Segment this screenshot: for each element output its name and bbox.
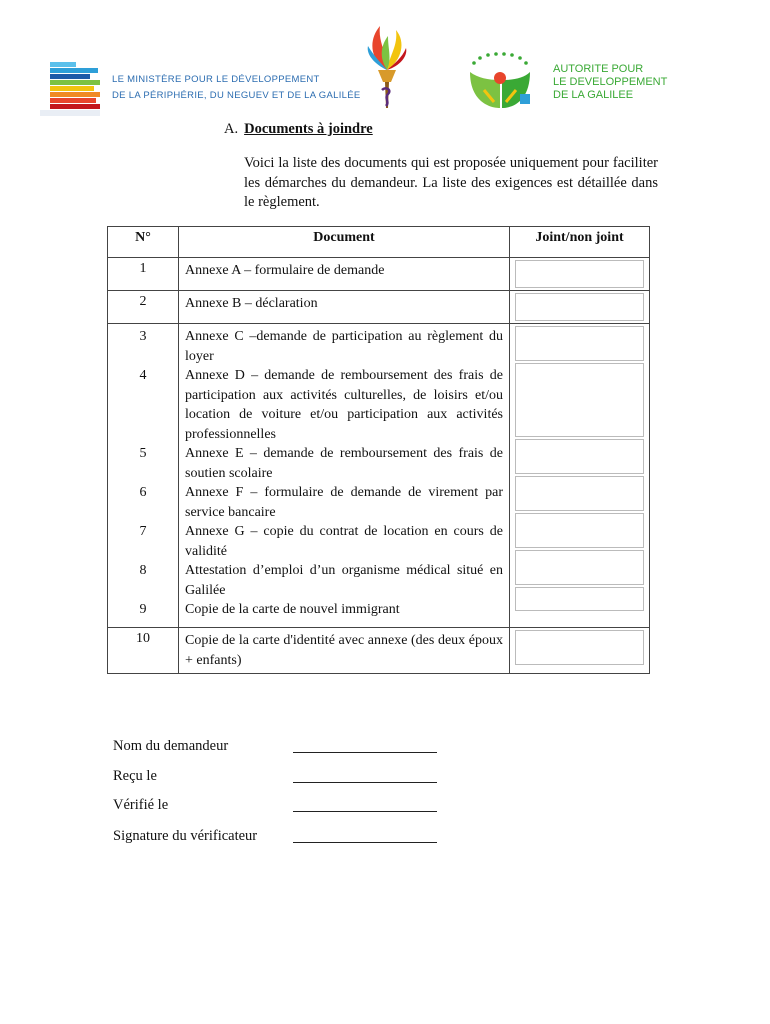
row-document: Annexe B – déclaration (179, 291, 510, 324)
verified-date-label: Vérifié le (113, 797, 169, 813)
attached-cell-group (510, 324, 650, 628)
row-document: Attestation d’emploi d’un organisme médical situé en Galilée (185, 563, 503, 598)
row-number: 8 (139, 563, 147, 578)
attached-cell[interactable] (515, 363, 644, 437)
row-number: 9 (139, 602, 147, 617)
authority-name-line3: DE LA GALILEE (553, 89, 634, 101)
attached-cell[interactable] (515, 513, 644, 548)
ministry-name-line1: LE MINISTÈRE POUR LE DÉVELOPPEMENT (112, 74, 320, 85)
row-number: 5 (139, 446, 147, 461)
authority-logo-graphic (458, 50, 540, 110)
authority-name-line1: AUTORITE POUR (553, 63, 644, 75)
authority-name (553, 63, 667, 102)
row-number: 3 (139, 329, 147, 344)
row-document-group (179, 324, 510, 628)
received-date-field[interactable] (293, 782, 437, 783)
section-heading: Documents à joindre (244, 121, 373, 137)
row-document: Copie de la carte de nouvel immigrant (185, 602, 400, 617)
section-title (224, 121, 373, 138)
documents-table (107, 226, 650, 674)
intro-paragraph: Voici la liste des documents qui est proposée uniquement pour faciliter les démarches du demandeur. La liste des exigences est détaillée dans le règlement. (244, 155, 658, 210)
ministry-logo-graphic (38, 58, 102, 118)
applicant-name-field[interactable] (293, 752, 437, 753)
authority-name-line2: LE DEVELOPPEMENT (553, 76, 668, 88)
header-attached: Joint/non joint (510, 227, 650, 258)
attached-cell[interactable] (510, 258, 650, 291)
verifier-signature-label: Signature du vérificateur (113, 828, 258, 844)
ministry-logo (38, 58, 102, 118)
attached-cell[interactable] (515, 326, 644, 361)
verified-date-field[interactable] (293, 811, 437, 812)
table-row (108, 258, 650, 291)
table-row (108, 324, 650, 628)
received-date-label: Reçu le (113, 768, 157, 784)
row-document: Annexe A – formulaire de demande (179, 258, 510, 291)
header-document: Document (179, 227, 510, 258)
row-number: 10 (108, 628, 179, 674)
row-document: Copie de la carte d'identité avec annexe (des deux époux + enfants) (179, 628, 510, 674)
ministry-name-line2: DE LA PÉRIPHÉRIE, DU NEGUEV ET DE LA GALILÉE (112, 90, 361, 101)
table-row (108, 291, 650, 324)
header-number: N° (108, 227, 179, 258)
row-document: Annexe D – demande de remboursement des frais de participation aux activités culturelles, de loisirs et/ou location de voiture et/ou participation aux activités professionnelles (185, 368, 503, 442)
attached-cell[interactable] (515, 439, 644, 474)
attached-cell[interactable] (515, 476, 644, 511)
row-document: Annexe F – formulaire de demande de virement par service bancaire (185, 485, 503, 520)
row-number: 6 (139, 485, 147, 500)
table-row (108, 628, 650, 674)
row-document: Annexe G – copie du contrat de location en cours de validité (185, 524, 503, 559)
row-document: Annexe E – demande de remboursement des frais de soutien scolaire (185, 446, 503, 481)
row-number: 4 (139, 368, 147, 383)
verifier-signature-field[interactable] (293, 842, 437, 843)
torch-icon (358, 20, 416, 112)
section-letter: A. (224, 121, 239, 137)
row-document: Annexe C –demande de participation au règlement du loyer (185, 329, 503, 364)
row-number: 2 (108, 291, 179, 324)
ministry-name (112, 72, 361, 104)
row-number: 1 (108, 258, 179, 291)
authority-logo (458, 50, 540, 110)
row-number-group (108, 324, 179, 628)
row-number: 7 (139, 524, 147, 539)
attached-cell[interactable] (515, 550, 644, 585)
table-header-row (108, 227, 650, 258)
attached-cell[interactable] (510, 628, 650, 674)
applicant-name-label: Nom du demandeur (113, 738, 229, 754)
torch-emblem (358, 20, 416, 112)
attached-cell[interactable] (515, 587, 644, 611)
attached-cell[interactable] (510, 291, 650, 324)
